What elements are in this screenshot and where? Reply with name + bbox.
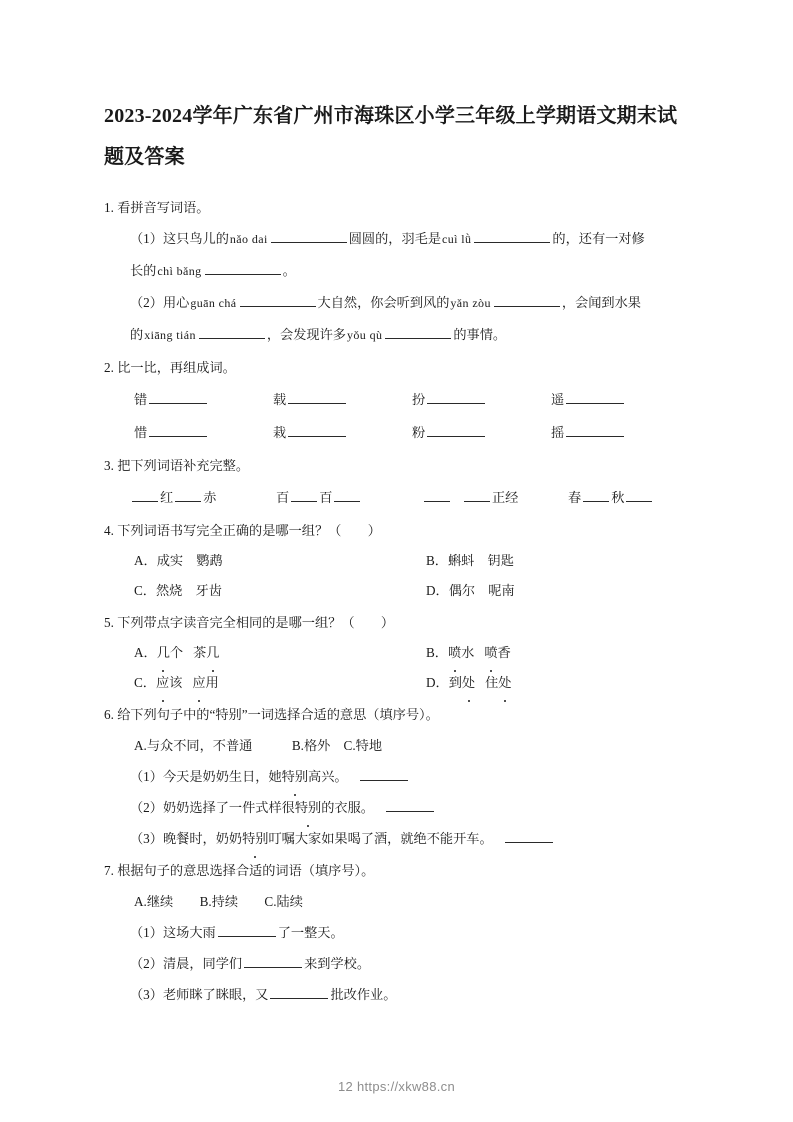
- pair-cell: [273, 383, 412, 416]
- option-d[interactable]: [426, 576, 718, 606]
- char-label: 摇: [551, 425, 565, 440]
- answer-blank[interactable]: [626, 488, 652, 502]
- plain-char: 个: [169, 645, 184, 660]
- item-label: （1）: [130, 769, 163, 784]
- answer-blank[interactable]: [427, 390, 485, 404]
- answer-blank[interactable]: [244, 954, 302, 968]
- question-2: [104, 352, 689, 449]
- answer-blank[interactable]: [566, 390, 624, 404]
- pair-cell: [551, 416, 690, 449]
- option-b[interactable]: [426, 546, 718, 576]
- question-7-item-1: [104, 917, 689, 948]
- dotted-char: 喷: [448, 638, 461, 668]
- option-text: 成实 鹦鹉: [156, 553, 223, 568]
- question-3-idioms: [104, 481, 689, 514]
- answer-blank[interactable]: [199, 325, 265, 339]
- item-text-pre: 清晨，同学们: [162, 956, 243, 971]
- page-footer-watermark: 12 https://xkw88.cn: [338, 1079, 455, 1094]
- dotted-char: 应: [192, 668, 205, 698]
- pair-cell: [134, 383, 273, 416]
- answer-blank[interactable]: [288, 390, 346, 404]
- item-text-post: 的衣服。: [321, 800, 374, 815]
- dotted-word: 特别: [242, 823, 268, 854]
- question-4-stem-text: 下列词语书写完全正确的是哪一组？（ ）: [117, 523, 381, 538]
- option-key: D．: [426, 583, 449, 598]
- idiom-char: 正经: [492, 490, 519, 505]
- item-text-cont-a: 的: [130, 327, 144, 342]
- question-5-stem: [104, 607, 689, 638]
- pair-cell: [412, 383, 551, 416]
- option-text: 然烧 牙齿: [155, 583, 222, 598]
- question-1-stem-text: 看拼音写词语。: [117, 200, 210, 215]
- dotted-char: 几: [206, 638, 219, 668]
- plain-char: 住: [485, 675, 499, 690]
- question-4-options-row-1: [104, 546, 689, 576]
- dotted-char: 处: [498, 668, 511, 698]
- option-c[interactable]: [134, 668, 426, 698]
- dotted-char: 几: [157, 638, 170, 668]
- question-2-row-bottom: [104, 416, 689, 449]
- item-text-b: 圆圆的，羽毛是: [348, 231, 442, 246]
- question-5-options-row-1: [104, 638, 689, 668]
- item-text-a: 这只鸟儿的: [162, 231, 229, 246]
- option-key: A．: [134, 553, 157, 568]
- question-3-stem-text: 把下列词语补充完整。: [117, 458, 250, 473]
- item-text-pre: 老师眯了眯眼，又: [162, 987, 269, 1002]
- answer-blank[interactable]: [149, 390, 207, 404]
- item-text-a: 用心: [162, 295, 190, 310]
- answer-blank[interactable]: [505, 829, 553, 843]
- question-4: [104, 515, 689, 606]
- pinyin-you-qu: yǒu qù: [346, 328, 383, 342]
- question-4-number: 4.: [104, 523, 114, 538]
- question-1-number: 1.: [104, 200, 114, 215]
- option-a[interactable]: [134, 638, 426, 668]
- option-text: 蝌蚪 钥匙: [447, 553, 514, 568]
- question-5-number: 5.: [104, 615, 114, 630]
- idiom-char: 红: [160, 490, 174, 505]
- pair-cell: [134, 416, 273, 449]
- answer-blank[interactable]: [270, 985, 328, 999]
- idiom-char: 百: [319, 490, 333, 505]
- plain-char: 用: [205, 675, 219, 690]
- question-7-item-2: [104, 948, 689, 979]
- item-text-cont-b: ，会发现许多: [266, 327, 346, 342]
- question-6-stem: [104, 699, 689, 730]
- pinyin-xiang-tian: xiāng tián: [144, 328, 196, 342]
- item-text-pre: 晚餐时，奶奶: [162, 831, 243, 846]
- question-5: [104, 607, 689, 698]
- option-c[interactable]: [134, 576, 426, 606]
- idiom-item-4: [568, 481, 714, 514]
- question-1-item-2-line-1: [104, 287, 689, 319]
- question-7-stem-text: 根据句子的意思选择合适的词语（填序号）。: [117, 863, 375, 878]
- question-4-options-row-2: [104, 576, 689, 606]
- question-1-stem: [104, 192, 689, 223]
- question-6: [104, 699, 689, 854]
- answer-blank[interactable]: [271, 229, 347, 243]
- dotted-word: 特别: [282, 761, 308, 792]
- char-label: 遥: [551, 392, 565, 407]
- item-text-post: 批改作业。: [330, 987, 397, 1002]
- question-5-stem-text: 下列带点字读音完全相同的是哪一组？（ ）: [117, 615, 395, 630]
- answer-blank[interactable]: [474, 229, 550, 243]
- question-7-number: 7.: [104, 863, 114, 878]
- idiom-item-3: [422, 481, 568, 514]
- char-label: 惜: [134, 425, 148, 440]
- option-key: C．: [134, 583, 156, 598]
- item-text-post: 了一整天。: [277, 925, 344, 940]
- option-b[interactable]: [426, 638, 718, 668]
- question-3-number: 3.: [104, 458, 114, 473]
- item-text-c: ，会闻到水果: [561, 295, 641, 310]
- answer-blank[interactable]: [385, 325, 451, 339]
- pair-cell: [551, 383, 690, 416]
- question-3: [104, 450, 689, 514]
- answer-blank[interactable]: [334, 488, 360, 502]
- pinyin-cui-lv: cuì lǜ: [442, 232, 472, 246]
- question-4-stem: [104, 515, 689, 546]
- dotted-char: 处: [462, 668, 475, 698]
- question-7: [104, 855, 689, 1010]
- question-6-item-1: [104, 761, 689, 792]
- question-6-number: 6.: [104, 707, 114, 722]
- char-label: 错: [134, 392, 148, 407]
- pair-cell: [412, 416, 551, 449]
- item-text-post: 高兴。: [308, 769, 348, 784]
- question-1-item-1-line-2: [104, 255, 689, 287]
- question-2-stem-text: 比一比，再组成词。: [117, 360, 236, 375]
- question-1-item-1-line-1: [104, 223, 689, 255]
- question-2-stem: [104, 352, 689, 383]
- idiom-char: 春: [568, 490, 582, 505]
- option-key: B．: [426, 645, 448, 660]
- question-7-stem: [104, 855, 689, 886]
- pinyin-nao-dai: nǎo dai: [229, 232, 268, 246]
- item-text-post: 来到学校。: [304, 956, 371, 971]
- char-label: 载: [273, 392, 287, 407]
- pinyin-guan-cha: guān chá: [190, 296, 237, 310]
- question-1-item-2-line-2: [104, 319, 689, 351]
- dotted-word: 特别: [295, 792, 321, 823]
- char-label: 粉: [412, 425, 426, 440]
- idiom-item-2: [276, 481, 422, 514]
- item-text-pre: 这场大雨: [162, 925, 216, 940]
- item-label: （2）: [130, 956, 163, 971]
- answer-blank[interactable]: [427, 423, 485, 437]
- question-7-choices: A.继续 B.持续 C.陆续: [134, 894, 303, 909]
- pinyin-yan-zou: yǎn zòu: [450, 296, 491, 310]
- answer-blank[interactable]: [175, 488, 201, 502]
- item-label: （1）: [130, 925, 163, 940]
- answer-blank[interactable]: [205, 261, 281, 275]
- answer-blank[interactable]: [149, 423, 207, 437]
- page-title: 2023-2024学年广东省广州市海珠区小学三年级上学期语文期末试题及答案: [104, 105, 678, 168]
- char-label: 扮: [412, 392, 426, 407]
- answer-blank[interactable]: [583, 488, 609, 502]
- answer-blank[interactable]: [386, 798, 434, 812]
- idiom-char: 秋: [611, 490, 625, 505]
- pinyin-chi-bang: chì bǎng: [157, 264, 202, 278]
- item-text-pre: 奶奶选择了一件式样很: [162, 800, 295, 815]
- idiom-char: 百: [276, 490, 290, 505]
- item-text-c: 的，还有一对修: [552, 231, 645, 246]
- question-6-item-2: [104, 792, 689, 823]
- answer-blank[interactable]: [566, 423, 624, 437]
- option-key: C．: [134, 675, 156, 690]
- item-text-cont-a: 长的: [130, 263, 157, 278]
- pair-cell: [273, 416, 412, 449]
- item-label: （3）: [130, 987, 163, 1002]
- question-6-choices: A.与众不同，不普通 B.格外 C.特地: [134, 738, 383, 753]
- question-7-item-3: [104, 979, 689, 1010]
- idiom-char: 赤: [203, 490, 217, 505]
- item-text-b: 大自然，你会听到风的: [317, 295, 450, 310]
- answer-blank[interactable]: [291, 488, 317, 502]
- question-5-options-row-2: [104, 668, 689, 698]
- question-3-stem: [104, 450, 689, 481]
- answer-blank[interactable]: [132, 488, 158, 502]
- option-key: A．: [134, 645, 157, 660]
- option-key: B．: [426, 553, 448, 568]
- item-text-cont-b: 。: [282, 263, 296, 278]
- idiom-item-1: [130, 481, 276, 514]
- question-6-item-3: [104, 823, 689, 854]
- item-label: （3）: [130, 831, 163, 846]
- item-text-cont-c: 的事情。: [453, 327, 507, 342]
- dotted-char: 应: [156, 668, 169, 698]
- question-6-stem-text: 给下列句子中的“特别”一词选择合适的意思（填序号）。: [117, 707, 439, 722]
- option-d[interactable]: [426, 668, 718, 698]
- plain-char: 茶: [193, 645, 207, 660]
- plain-char: 香: [497, 645, 511, 660]
- plain-char: 到: [448, 675, 462, 690]
- answer-blank[interactable]: [360, 767, 408, 781]
- question-2-number: 2.: [104, 360, 114, 375]
- answer-blank[interactable]: [288, 423, 346, 437]
- item-label: （2）: [130, 800, 163, 815]
- answer-blank[interactable]: [240, 293, 316, 307]
- dotted-char: 喷: [484, 638, 497, 668]
- item-label: （1）: [130, 231, 163, 246]
- option-text: 偶尔 呢南: [448, 583, 515, 598]
- answer-blank[interactable]: [218, 923, 276, 937]
- option-a[interactable]: [134, 546, 426, 576]
- plain-char: 该: [169, 675, 183, 690]
- item-text-pre: 今天是奶奶生日，她: [162, 769, 282, 784]
- plain-char: 水: [461, 645, 475, 660]
- item-text-post: 叮嘱大家如果喝了酒，就绝不能开车。: [268, 831, 493, 846]
- question-2-row-top: [104, 383, 689, 416]
- answer-blank[interactable]: [494, 293, 560, 307]
- answer-blank[interactable]: [464, 488, 490, 502]
- option-key: D．: [426, 675, 449, 690]
- answer-blank[interactable]: [424, 488, 450, 502]
- question-1: [104, 192, 689, 351]
- item-label: （2）: [130, 295, 163, 310]
- char-label: 栽: [273, 425, 287, 440]
